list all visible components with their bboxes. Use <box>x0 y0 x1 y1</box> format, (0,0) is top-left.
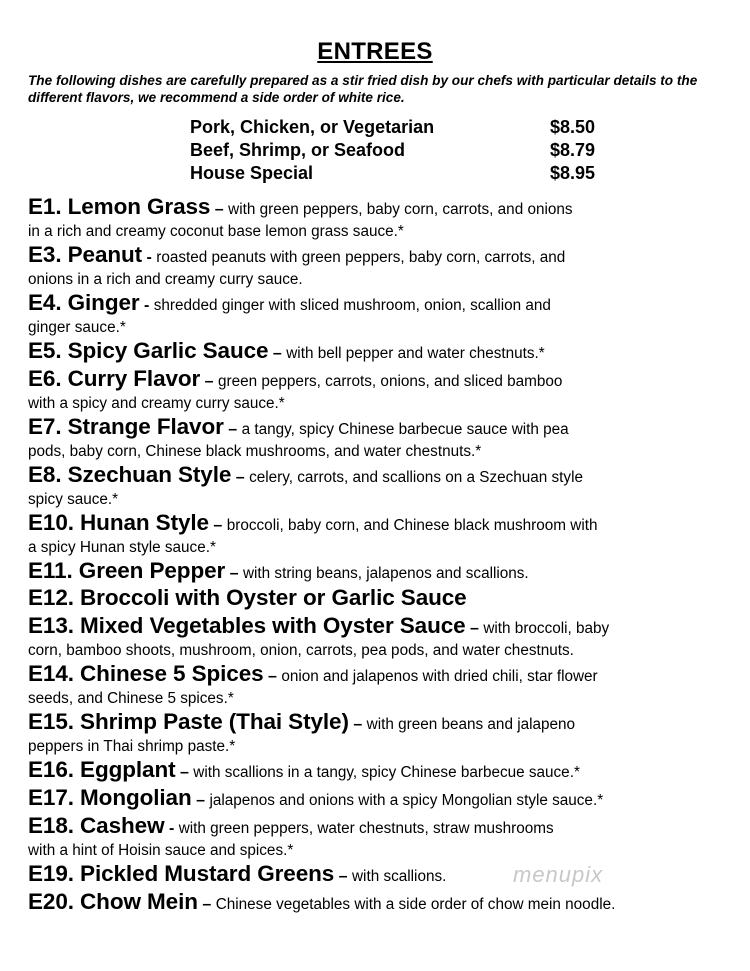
item-description: with bell pepper and water chestnuts.* <box>286 345 545 362</box>
item-name: E16. Eggplant <box>28 757 176 782</box>
item-name: E17. Mongolian <box>28 785 192 810</box>
item-separator: – <box>213 517 223 534</box>
intro-text: The following dishes are carefully prepared as a stir fried dish by our chefs with particular details to the different flavors, we recommend a side order of white rice. <box>28 73 698 105</box>
menu-item <box>28 784 733 814</box>
price-value: $8.50 <box>550 117 596 137</box>
menu-item <box>28 888 733 918</box>
menu-item <box>28 660 733 708</box>
item-description: shredded ginger with sliced mushroom, onion, scallion and <box>153 297 551 314</box>
item-description: with green peppers, baby corn, carrots, and onions <box>228 201 573 218</box>
item-separator: – <box>229 565 239 582</box>
item-description: onion and jalapenos with dried chili, star flower <box>281 668 598 685</box>
menu-item <box>28 708 733 756</box>
item-description: with string beans, jalapenos and scallions. <box>242 565 529 582</box>
menu-item <box>28 812 733 860</box>
menu-item <box>28 509 733 557</box>
page-title: ENTREES <box>317 38 433 65</box>
item-separator: – <box>272 345 282 362</box>
item-description: with broccoli, baby <box>483 620 610 637</box>
item-description-continued: ginger sauce.* <box>28 319 126 336</box>
menu-item <box>28 584 733 614</box>
item-name: E5. Spicy Garlic Sauce <box>28 338 269 363</box>
menu-item <box>28 289 733 337</box>
price-table <box>190 116 610 185</box>
item-description: green peppers, carrots, onions, and sliced bamboo <box>218 373 563 390</box>
item-separator: - <box>144 297 150 314</box>
item-name: E19. Pickled Mustard Greens <box>28 861 335 886</box>
price-row <box>190 162 610 185</box>
item-description-continued: with a spicy and creamy curry sauce.* <box>28 395 285 412</box>
item-description-continued: spicy sauce.* <box>28 491 119 508</box>
item-separator: – <box>196 792 205 809</box>
item-name: E7. Strange Flavor <box>28 414 224 439</box>
menu-item <box>28 461 733 509</box>
item-separator: – <box>202 896 212 913</box>
price-value: $8.95 <box>550 163 596 183</box>
item-description: a tangy, spicy Chinese barbecue sauce with pea <box>241 421 569 438</box>
item-description-continued: with a hint of Hoisin sauce and spices.* <box>28 842 294 859</box>
menu-item <box>28 337 733 367</box>
item-name: E18. Cashew <box>28 813 165 838</box>
item-name: E20. Chow Mein <box>28 889 198 914</box>
item-separator: - <box>168 820 175 837</box>
item-description-continued: a spicy Hunan style sauce.* <box>28 539 216 556</box>
item-description-continued: onions in a rich and creamy curry sauce. <box>28 271 303 288</box>
watermark: menupix <box>513 862 604 887</box>
price-label: Pork, Chicken, or Vegetarian <box>190 117 435 137</box>
item-separator: – <box>353 716 363 733</box>
item-separator: - <box>146 249 152 266</box>
menu-item <box>28 756 733 786</box>
price-label: House Special <box>190 163 314 183</box>
item-description: with green beans and jalapeno <box>366 716 576 733</box>
item-name: E10. Hunan Style <box>28 510 209 535</box>
item-description: with green peppers, water chestnuts, straw mushrooms <box>178 820 554 837</box>
item-description: with scallions. <box>352 868 447 885</box>
item-description-continued: pods, baby corn, Chinese black mushrooms, and water chestnuts.* <box>28 443 482 460</box>
item-name: E8. Szechuan Style <box>28 462 232 487</box>
menu-item <box>28 241 733 289</box>
item-separator: – <box>470 620 479 637</box>
item-description: broccoli, baby corn, and Chinese black mushroom with <box>226 517 598 534</box>
item-name: E4. Ginger <box>28 290 140 315</box>
item-name: E11. Green Pepper <box>28 558 226 583</box>
price-value: $8.79 <box>550 140 596 160</box>
menu-item <box>28 612 733 660</box>
item-description: celery, carrots, and scallions on a Szechuan style <box>249 469 583 486</box>
item-separator: – <box>228 421 238 438</box>
item-description-continued: seeds, and Chinese 5 spices.* <box>28 690 234 707</box>
price-row <box>190 116 610 139</box>
item-separator: – <box>338 868 348 885</box>
menu-item <box>28 413 733 461</box>
item-description: Chinese vegetables with a side order of chow mein noodle. <box>215 896 616 913</box>
item-separator: – <box>204 373 214 390</box>
item-name: E1. Lemon Grass <box>28 194 211 219</box>
item-separator: – <box>267 668 277 685</box>
price-label: Beef, Shrimp, or Seafood <box>190 140 406 160</box>
item-name: E3. Peanut <box>28 242 143 267</box>
item-description: roasted peanuts with green peppers, baby corn, carrots, and <box>156 249 566 266</box>
item-name: E13. Mixed Vegetables with Oyster Sauce <box>28 613 466 638</box>
item-description-continued: corn, bamboo shoots, mushroom, onion, carrots, pea pods, and water chestnuts. <box>28 642 574 659</box>
menu-item <box>28 193 733 241</box>
item-description-continued: peppers in Thai shrimp paste.* <box>28 738 236 755</box>
item-name: E6. Curry Flavor <box>28 366 201 391</box>
item-separator: – <box>235 469 245 486</box>
item-name: E14. Chinese 5 Spices <box>28 661 264 686</box>
item-name: E12. Broccoli with Oyster or Garlic Sauce <box>28 585 467 610</box>
item-description-continued: in a rich and creamy coconut base lemon grass sauce.* <box>28 223 404 240</box>
item-separator: – <box>214 201 224 218</box>
menu-item <box>28 365 733 413</box>
item-separator: – <box>179 764 189 781</box>
item-description: with scallions in a tangy, spicy Chinese barbecue sauce.* <box>193 764 580 781</box>
item-description: jalapenos and onions with a spicy Mongolian style sauce.* <box>209 792 604 809</box>
item-name: E15. Shrimp Paste (Thai Style) <box>28 709 349 734</box>
price-row <box>190 139 610 162</box>
menu-item <box>28 557 733 587</box>
